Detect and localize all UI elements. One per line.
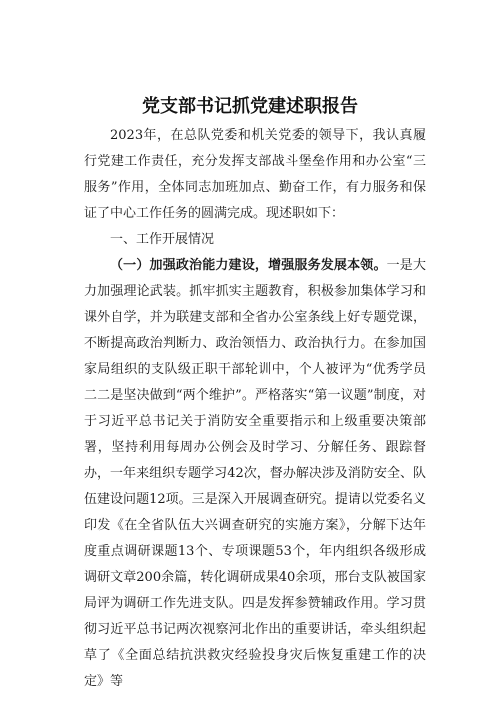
subsection-paragraph bbox=[84, 253, 426, 695]
subsection-heading: （一）加强政治能力建设，增强服务发展本领。 bbox=[110, 258, 387, 273]
document-body bbox=[84, 123, 426, 695]
intro-paragraph: 2023年，在总队党委和机关党委的领导下，我认真履行党建工作责任，充分发挥支部战斗堡垒作用和办公室“三服务”作用，全体同志加班加点、勤奋工作，有力服务和保证了中心工作任务的圆满完成。现述职如下： bbox=[84, 128, 426, 221]
section-heading: 一、工作开展情况 bbox=[110, 232, 215, 247]
subsection-body: 一是大力加强理论武装。抓牢抓实主题教育，积极参加集体学习和课外自学，并为联建支部和全省办公室条线上好专题党课，不断提高政治判断力、政治领悟力、政治执行力。在参加国家局组织的支队级正职干部轮训中，个人被评为“优秀学员二二是坚决做到“两个维护”。严格落实“第一议题”制度，对于习近平总书记关于消防安全重要指示和上级重要决策部署，坚持利用每周办公例会及时学习、分解任务、跟踪督办，一年来组织专题学习42次，督办解决涉及消防安全、队伍建设问题12项。三是深入开展调查研究。提请以党委名义印发《在全省队伍大兴调查研究的实施方案》，分解下达年度重点调研课题13个、专项课题53个，年内组织各级形成调研文章200余篇，转化调研成果40余项，邢台支队被国家局评为调研工作先进支队。四是发挥参赞辅政作用。学习贯彻习近平总书记两次视察河北作出的重要讲话，牵头组织起草了《全面总结抗洪救灾经验投身灾后恢复重建工作的决定》等 bbox=[84, 258, 426, 689]
document-title: 党支部书记抓党建述职报告 bbox=[142, 96, 358, 117]
